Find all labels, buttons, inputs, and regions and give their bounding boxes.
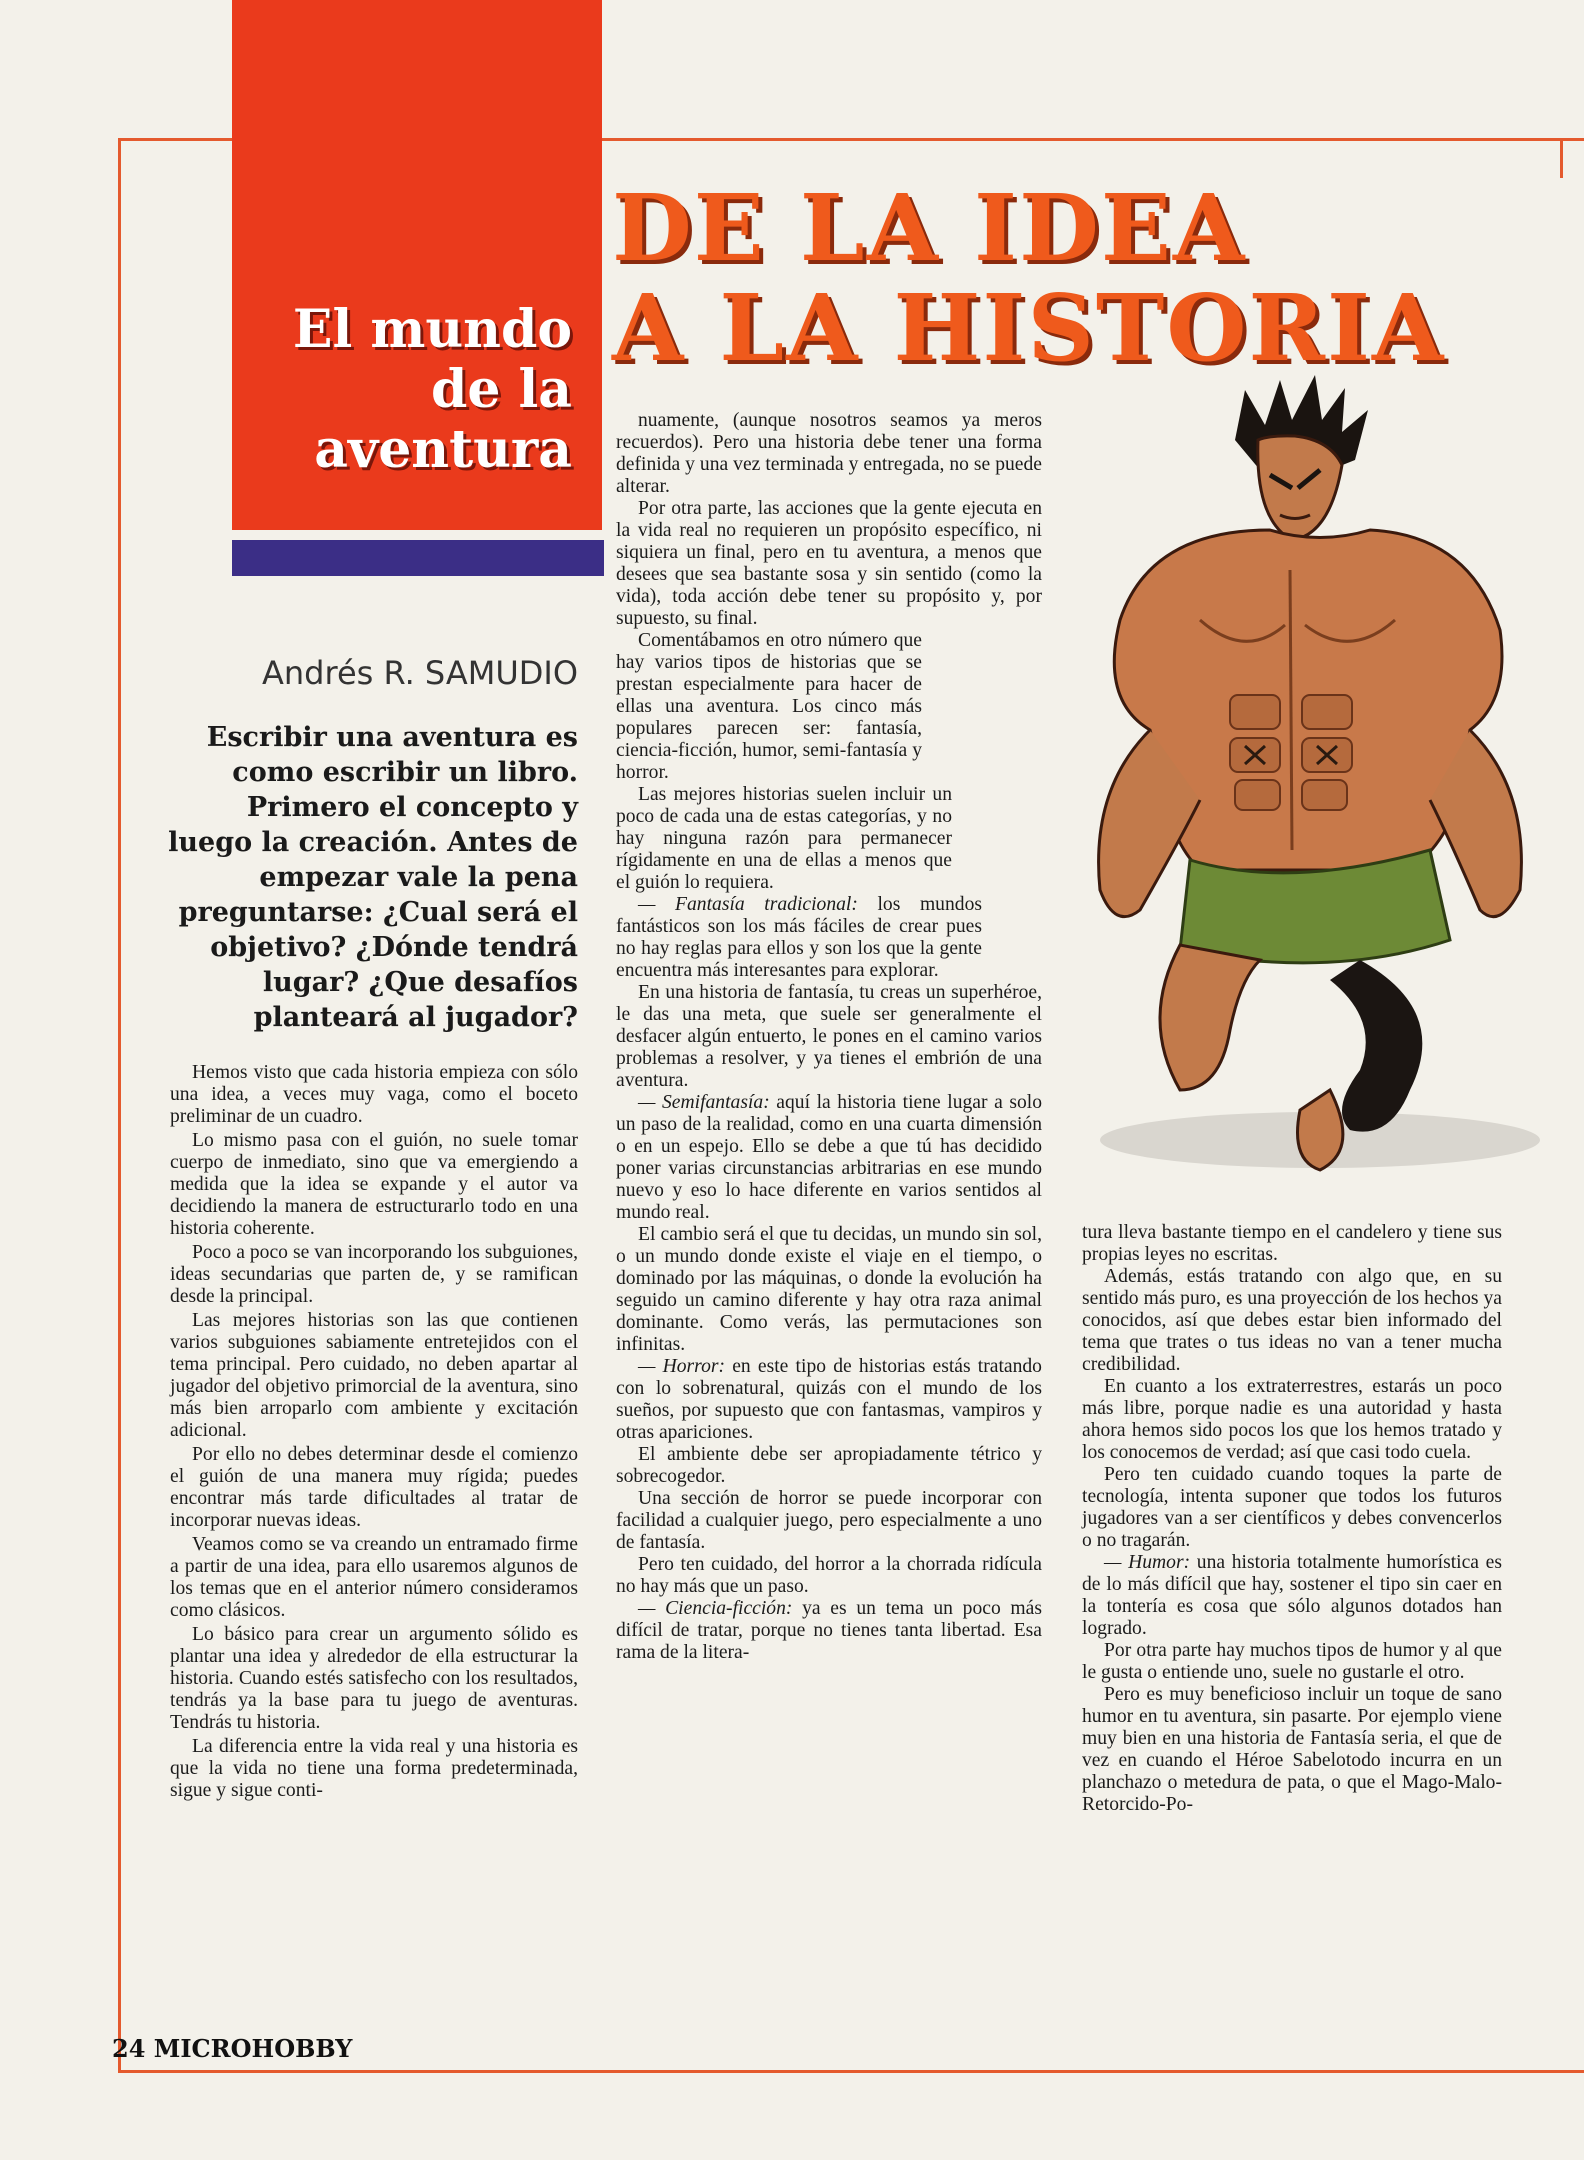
paragraph: Además, estás tratando con algo que, en su sentido más puro, es una proyección de los hechos ya conocidos, así que debes estar bien informado del tema que trates o tus ideas no van a tener mucha credibilidad. <box>1082 1266 1502 1375</box>
section-blue-bar <box>232 540 604 576</box>
paragraph: — Humor: una historia totalmente humorística es de lo más difícil que hay, sostener el tipo sin caer en la tontería es cosa que sólo algunos dotados han logrado. <box>1082 1552 1502 1639</box>
paragraph: Por otra parte, las acciones que la gente ejecuta en la vida real no requieren un propósito específico, ni siquiera un final, pero en tu aventura, a menos que desees que sea bastante sosa y sin sentido (como la vida), toda acción debe tener su propósito y, por supuesto, su final. <box>616 498 1042 629</box>
frame-bottom-rule <box>118 2070 1584 2073</box>
paragraph: — Fantasía tradicional: los mundos fantásticos son los más fáciles de crear pues no hay reglas para ellos y son los que la gente encuentra más interesantes para explorar. <box>616 894 982 981</box>
article-title <box>612 174 1512 382</box>
paragraph: Hemos visto que cada historia empieza con sólo una idea, a veces muy vaga, como el boceto preliminar de un cuadro. <box>170 1062 578 1127</box>
paragraph: Una sección de horror se puede incorporar con facilidad a cualquier juego, pero especialmente a uno de fantasía. <box>616 1488 1042 1553</box>
paragraph: Por otra parte hay muchos tipos de humor y al que le gusta o entiende uno, suele no gustarle el otro. <box>1082 1640 1502 1683</box>
section-title-line: aventura <box>314 419 572 480</box>
text-column-2 <box>616 410 1042 1664</box>
paragraph: Poco a poco se van incorporando los subguiones, ideas secundarias que parten de, y se ramifican desde la principal. <box>170 1242 578 1307</box>
paragraph: En cuanto a los extraterrestres, estarás un poco más libre, porque nadie es una autoridad y hasta ahora hemos sido pocos los que los hemos tratado y los conocemos de verdad; así que casi todo cuela. <box>1082 1376 1502 1463</box>
paragraph: La diferencia entre la vida real y una historia es que la vida no tiene una forma predeterminada, sigue y sigue conti- <box>170 1736 578 1801</box>
paragraph: tura lleva bastante tiempo en el candelero y tiene sus propias leyes no escritas. <box>1082 1222 1502 1265</box>
section-title-line: de la <box>431 359 572 420</box>
paragraph: Las mejores historias suelen incluir un poco de cada una de estas categorías, y no hay ninguna razón para permanecer rígidamente en una de ellas a menos que el guión lo requiera. <box>616 784 952 893</box>
paragraph: Pero ten cuidado, del horror a la chorrada ridícula no hay más que un paso. <box>616 1554 1042 1597</box>
paragraph: Comentábamos en otro número que hay varios tipos de historias que se prestan especialmente para hacer de ellas una aventura. Los cinco más populares parecen ser: fantasía, ciencia-ficción, humor, semi-fantasía y horror. <box>616 630 922 783</box>
article-title-line: A LA HISTORIA <box>612 274 1446 382</box>
page-footer <box>112 2034 352 2063</box>
article-lead <box>158 720 578 1035</box>
paragraph: Las mejores historias son las que contienen varios subguiones sabiamente entretejidos con el tema principal. Pero cuidado, no deben apartar al jugador del objetivo primorcial de la aventura, sino más bien arroparlo com ambiente y excitación adicional. <box>170 1310 578 1441</box>
section-title <box>232 300 572 480</box>
paragraph: Pero ten cuidado cuando toques la parte de tecnología, intenta suponer que todos los futuros jugadores van a ser científicos y debes convencerlos o no tragarán. <box>1082 1464 1502 1551</box>
author-byline: Andrés R. SAMUDIO <box>262 654 578 692</box>
page-number: 24 <box>112 2034 146 2063</box>
paragraph: Veamos como se va creando un entramado firme a partir de una idea, para ello usaremos algunos de los temas que en el anterior número consideramos como clásicos. <box>170 1534 578 1621</box>
paragraph: — Semifantasía: aquí la historia tiene lugar a solo un paso de la realidad, como en una cuarta dimensión o en un espejo. Ello se debe a que tú has decidido poner varias circunstancias arbitrarias en ese mundo nuevo y eso lo hace diferente en varios sentidos al mundo real. <box>616 1092 1043 1223</box>
paragraph: Lo mismo pasa con el guión, no suele tomar cuerpo de inmediato, sino que va emergiendo a medida que la idea se expande y el autor va decidiendo la manera de estructurarlo todo en una historia coherente. <box>170 1130 578 1239</box>
paragraph: El cambio será el que tu decidas, un mundo sin sol, o un mundo donde existe el viaje en el tiempo, o dominado por las máquinas, o donde la evolución ha seguido un camino diferente y hay otra raza animal dominante. Como verás, las permutaciones son infinitas. <box>616 1224 1042 1355</box>
paragraph: — Horror: en este tipo de historias estás tratando con lo sobrenatural, quizás con el mundo de los sueños, por supuesto que con fantasmas, vampiros y otras apariciones. <box>616 1356 1042 1443</box>
barbarian-illustration <box>1030 370 1570 1190</box>
text-column-1 <box>170 1062 578 1804</box>
magazine-name: MICROHOBBY <box>153 2034 353 2063</box>
paragraph: Por ello no debes determinar desde el comienzo el guión de una manera muy rígida; puedes encontrar más tarde dificultades al tratar de incorporar nuevas ideas. <box>170 1444 578 1531</box>
paragraph: En una historia de fantasía, tu creas un superhéroe, le das una meta, que suele ser generalmente el desfacer algún entuerto, le pones en el camino varios problemas a resolver, y ya tienes el embrión de una aventura. <box>616 982 1042 1091</box>
text-column-3 <box>1082 1222 1502 1816</box>
article-title-line: DE LA IDEA <box>612 174 1247 282</box>
paragraph: — Ciencia-ficción: ya es un tema un poco más difícil de tratar, porque no tienes tanta libertad. Esa rama de la litera- <box>616 1598 1042 1663</box>
frame-left-rule <box>118 138 121 2073</box>
paragraph: Lo básico para crear un argumento sólido es plantar una idea y alrededor de ella estructurar la historia. Cuando estés satisfecho con los resultados, tendrás ya la base para tu juego de aventuras. Tendrás tu historia. <box>170 1624 578 1733</box>
lead-text: Escribir una aventura es como escribir un libro. Primero el concepto y luego la creación. Antes de empezar vale la pena preguntarse: ¿Cual será el objetivo? ¿Dónde tendrá lugar? ¿Que desafíos planteará al jugador? <box>168 722 578 1033</box>
frame-right-tick <box>1560 138 1563 178</box>
section-title-line: El mundo <box>292 299 572 360</box>
paragraph: Pero es muy beneficioso incluir un toque de sano humor en tu aventura, sin pasarte. Por ejemplo viene muy bien en una historia de Fantasía seria, el que de vez en cuando el Héroe Sabelotodo incurra en un planchazo o metedura de pata, o que el Mago-Malo-Retorcido-Po- <box>1082 1684 1502 1815</box>
paragraph: nuamente, (aunque nosotros seamos ya meros recuerdos). Pero una historia debe tener una forma definida y una vez terminada y entregada, no se puede alterar. <box>616 410 1042 497</box>
paragraph: El ambiente debe ser apropiadamente tétrico y sobrecogedor. <box>616 1444 1042 1487</box>
